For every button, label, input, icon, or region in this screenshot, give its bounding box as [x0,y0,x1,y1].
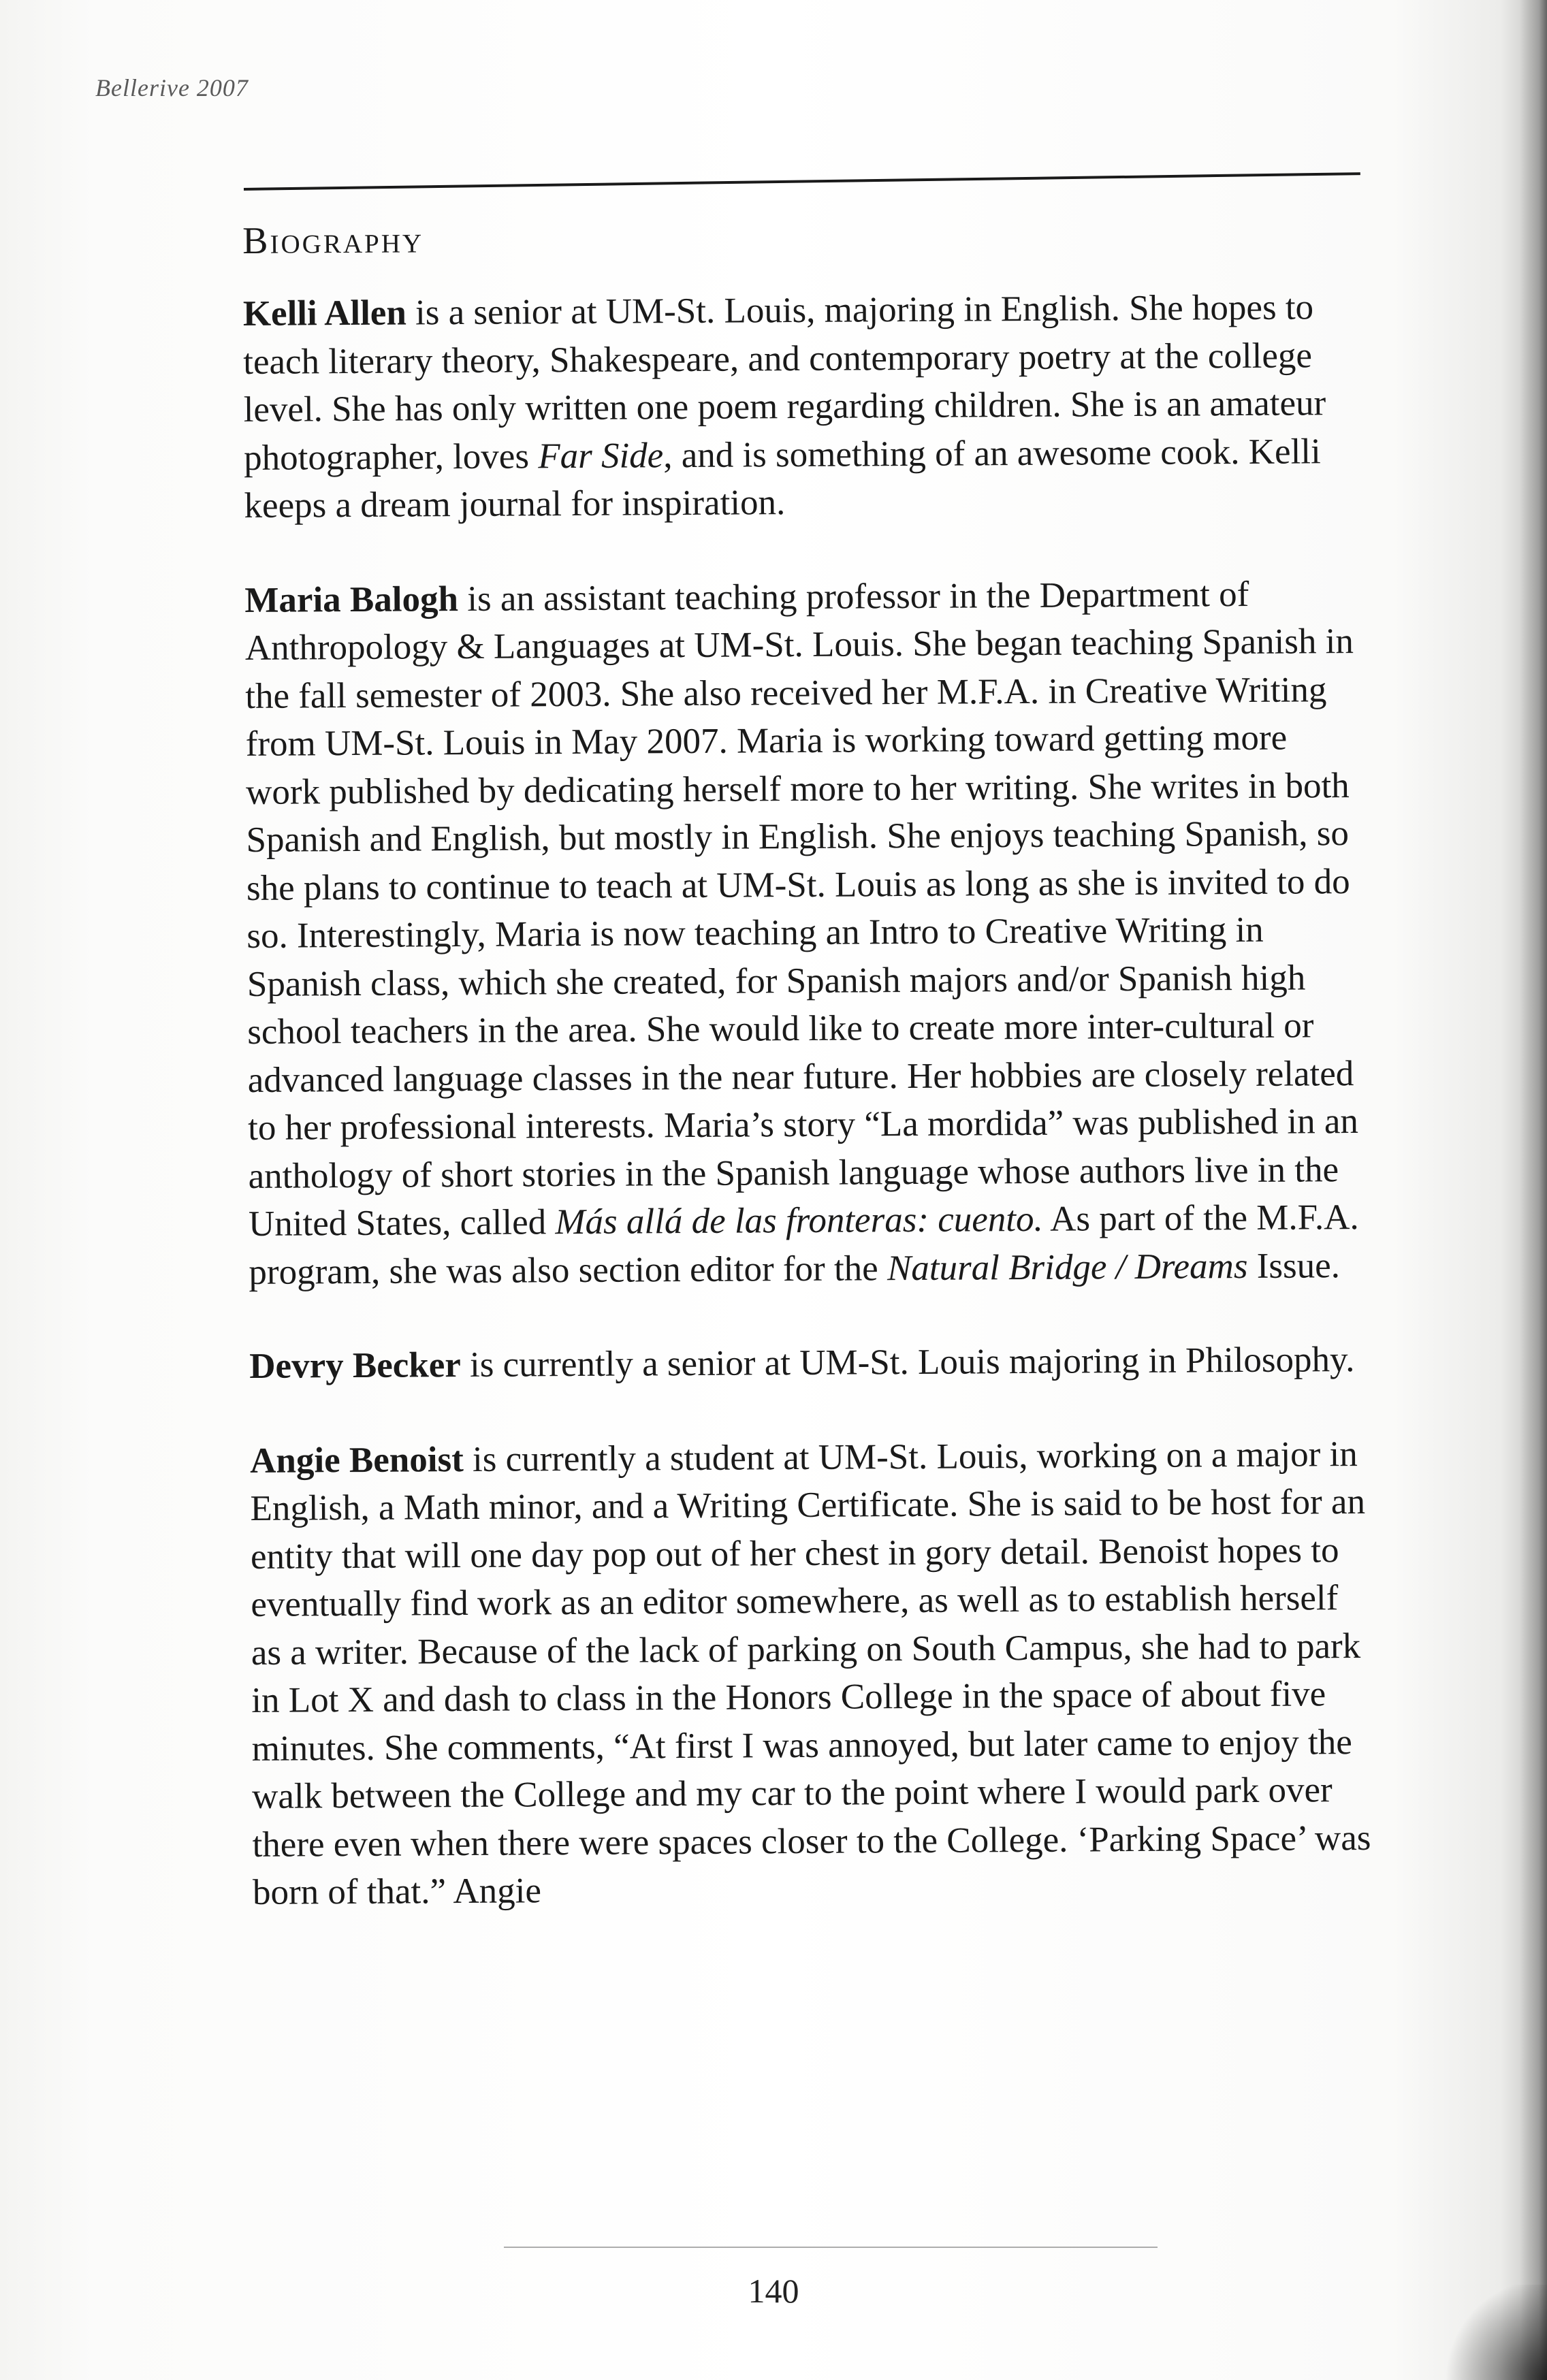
running-head: Bellerive 2007 [95,74,249,101]
bio-text: is currently a student at UM-St. Louis, working on a major in English, a Math minor, and a Writing Certificate. She is said to be host for an entity that will one day pop out of her chest in gory detail. Benoist hopes to eventually find work as an editor somewhere, as well as to establish herself as a writer. Because of the lack of parking on South Campus, she had to park in Lot X and dash to class in the Honors College in the space of about five minutes. She comments, “At first I was annoyed, but later came to enjoy the walk between the College and my car to the point where I would park over there even when there were spaces closer to the College. ‘Parking Space’ was born of that.” Angie [250,1434,1371,1912]
bio-paragraph-maria-balogh [244,569,1372,1296]
bio-text: Issue. [1247,1245,1341,1286]
bio-paragraph-angie-benoist [250,1430,1376,1916]
bio-text: As part of the M.F.A. program, she was also section editor for the [249,1197,1359,1292]
bio-name: Devry Becker [249,1345,461,1386]
bio-name: Kelli Allen [242,293,407,334]
bio-italic-title: Far Side [538,435,664,476]
bio-text: is currently a senior at UM-St. Louis majoring in Philosophy. [460,1340,1355,1385]
bio-name: Maria Balogh [244,579,459,620]
bio-name: Angie Benoist [249,1439,464,1481]
bio-paragraph-kelli-allen [243,283,1368,530]
bio-italic-title: Natural Bridge / Dreams [887,1246,1248,1288]
bio-text: is a senior at UM-St. Louis, majoring in English. She hopes to teach literary theory, Shakespeare, and contemporary poetry at the college level. She has only written one poem regarding children. She is an amateur photographer, loves [243,287,1326,478]
bio-text: is an assistant teaching professor in the Department of Anthropology & Languages at UM-St. Louis. She began teaching Spanish in the fall semester of 2003. She also received her M.F.A. in Creative Writing from UM-St. Louis in May 2007. Maria is working toward getting more work published by dedicating herself more to her writing. She writes in both Spanish and English, but mostly in English. She enjoys teaching Spanish, so she plans to continue to teach at UM-St. Louis as long as she is invited to do so. Interestingly, Maria is now teaching an Intro to Creative Writing in Spanish class, which she created, for Spanish majors and/or Spanish high school teachers in the area. She would like to create more inter-cultural or advanced language classes in the near future. Her hobbies are closely related to her professional interests. Maria’s story “La mordida” was published in an anthology of short stories in the Spanish language whose authors live in the United States, called [244,574,1359,1244]
page-number: 140 [748,2272,799,2310]
spine-shadow [1520,0,1547,2380]
biography-section [242,212,1377,1963]
bio-text: , and is something of an awesome cook. Kelli keeps a dream journal for inspiration. [244,431,1321,526]
section-title: Biography [242,219,424,262]
bio-italic-title: Más allá de las fronteras: cuento. [555,1199,1043,1242]
footer-rule [504,2247,1158,2248]
bio-paragraph-devry-becker [249,1336,1373,1391]
top-rule [244,172,1360,191]
